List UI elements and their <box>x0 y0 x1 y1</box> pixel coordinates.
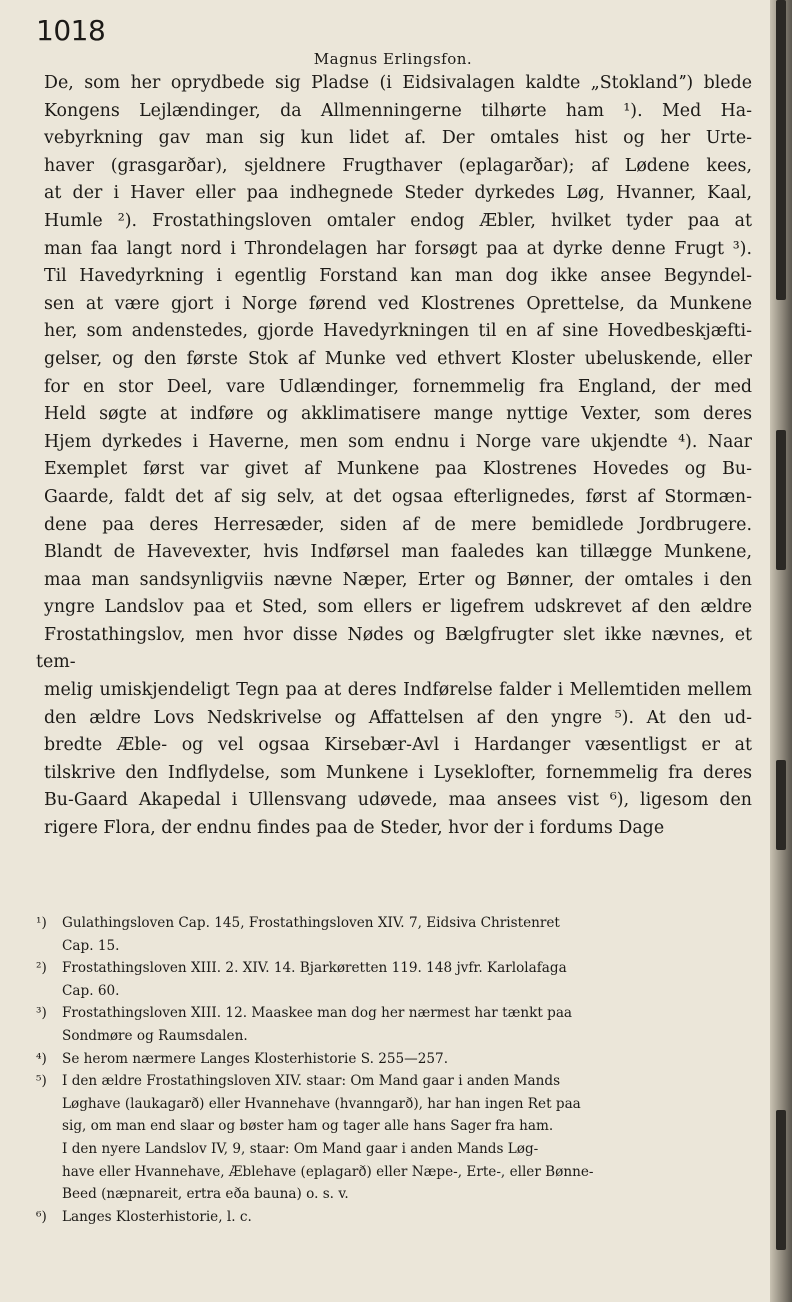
footnote-number: ¹) <box>36 915 47 931</box>
footnotes <box>36 912 752 1228</box>
footnote-number: ³) <box>36 1005 47 1022</box>
text-line: dene paa deres Herresæder, siden af de mere bemidlede Jordbrugere. <box>44 514 752 535</box>
footnote-text <box>62 1070 752 1206</box>
text-line: her, som andenstedes, gjorde Havedyrkningen til en af sine Hovedbeskjæfti- <box>44 321 752 342</box>
footnote <box>36 1002 752 1047</box>
text-line: man faa langt nord i Throndelagen har forsøgt paa at dyrke denne Frugt ³). <box>44 238 752 259</box>
body-paragraph <box>36 70 752 843</box>
text-line: maa man sandsynligviis nævne Næper, Erter og Bønner, der omtales i den <box>44 569 752 590</box>
page-number: 1018 <box>36 14 106 47</box>
text-line: tilskrive den Indflydelse, som Munkene i Lyseklofter, fornemmelig fra deres <box>44 762 752 783</box>
text-line: Blandt de Havevexter, hvis Indførsel man faaledes kan tillægge Munkene, <box>44 542 752 563</box>
spine-shadow <box>776 1110 786 1250</box>
spine-shadow <box>776 430 786 570</box>
footnote-number: ²) <box>36 960 47 977</box>
text-line: vebyrkning gav man sig kun lidet af. Der omtales hist og her Urte- <box>44 128 752 149</box>
text-line: Kongens Lejlændinger, da Allmenningerne tilhørte ham ¹). Med Ha- <box>44 100 752 121</box>
running-head: Magnus Erlingsfon. <box>313 50 473 68</box>
text-line: sen at være gjort i Norge førend ved Klostrenes Oprettelse, da Munkene <box>44 293 752 314</box>
text-line: bredte Æble- og vel ogsaa Kirsebær-Avl i Hardanger væsentligst er at <box>44 735 752 756</box>
text-line: gelser, og den første Stok af Munke ved ethvert Kloster ubeluskende, eller <box>44 348 752 369</box>
footnote-line: Langes Klosterhistorie, l. c. <box>62 1208 252 1225</box>
footnote-line: Gulathingsloven Cap. 145, Frostathingsloven XIV. 7, Eidsiva Christenret <box>62 915 560 931</box>
body-text <box>36 70 752 843</box>
text-line: at der i Haver eller paa indhegnede Steder dyrkedes Løg, Hvanner, Kaal, <box>44 183 752 204</box>
footnote-text <box>62 1048 752 1071</box>
footnote-line: sig, om man end slaar og bøster ham og tager alle hans Sager fra ham. <box>62 1118 554 1135</box>
text-line: Bu-Gaard Akapedal i Ullensvang udøvede, maa ansees vist ⁶), ligesom den <box>44 790 752 811</box>
footnote-line: have eller Hvannehave, Æblehave (eplagarð) eller Næpe-, Erte-, eller Bønne- <box>62 1163 594 1180</box>
footnote <box>36 1206 752 1229</box>
text-line: haver (grasgarðar), sjeldnere Frugthaver (eplagarðar); af Lødene kees, <box>44 155 752 176</box>
text-line: rigere Flora, der endnu findes paa de Steder, hvor der i fordums Dage <box>44 818 665 839</box>
text-line: melig umiskjendeligt Tegn paa at deres Indførelse falder i Mellemtiden mellem <box>44 680 752 701</box>
footnote-text <box>62 912 752 957</box>
text-line: den ældre Lovs Nedskrivelse og Affattelsen af den yngre ⁵). At den ud- <box>44 707 752 728</box>
footnote-line: Se herom nærmere Langes Klosterhistorie S. 255—257. <box>62 1050 449 1067</box>
page-header <box>36 14 750 74</box>
footnote-line: Løghave (laukagarð) eller Hvannehave (hvanngarð), har han ingen Ret paa <box>62 1095 581 1112</box>
footnote-line: Frostathingsloven XIII. 2. XIV. 14. Bjarkøretten 119. 148 jvfr. Karlolafaga <box>62 960 567 977</box>
footnote <box>36 1048 752 1071</box>
footnote <box>36 957 752 1002</box>
footnote-text <box>62 957 752 1002</box>
footnote-text <box>62 1002 752 1047</box>
footnote-text <box>62 1206 752 1229</box>
footnote-line: Beed (næpnareit, ertra eða bauna) o. s. v. <box>62 1186 349 1203</box>
footnote-number: ⁴) <box>36 1050 47 1067</box>
footnote-number: ⁶) <box>36 1208 47 1225</box>
footnote-line: Frostathingsloven XIII. 12. Maaskee man dog her nærmest har tænkt paa <box>62 1005 573 1022</box>
footnote <box>36 912 752 957</box>
text-line: Exemplet først var givet af Munkene paa Klostrenes Hovedes og Bu- <box>44 459 752 480</box>
footnote-number: ⁵) <box>36 1073 47 1090</box>
text-line: Hjem dyrkedes i Haverne, men som endnu i Norge vare ukjendte ⁴). Naar <box>44 431 752 452</box>
text-line: Frostathingslov, men hvor disse Nødes og Bælgfrugter slet ikke nævnes, et tem- <box>36 624 752 673</box>
text-line: Gaarde, faldt det af sig selv, at det ogsaa efterlignedes, først af Stormæn- <box>44 486 752 507</box>
text-line: Humle ²). Frostathingsloven omtaler endog Æbler, hvilket tyder paa at <box>44 210 752 231</box>
book-spine <box>770 0 792 1302</box>
footnote-line: Cap. 15. <box>62 937 120 954</box>
footnote-line: I den ældre Frostathingsloven XIV. staar: Om Mand gaar i anden Mands <box>62 1073 561 1090</box>
footnote-line: Sondmøre og Raumsdalen. <box>62 1027 248 1044</box>
footnote-line: I den nyere Landslov IV, 9, staar: Om Mand gaar i anden Mands Løg- <box>62 1140 539 1157</box>
spine-shadow <box>776 0 786 300</box>
spine-shadow <box>776 760 786 850</box>
text-line: Til Havedyrkning i egentlig Forstand kan man dog ikke ansee Begyndel- <box>44 266 752 287</box>
footnote <box>36 1070 752 1206</box>
text-line: De, som her oprydbede sig Pladse (i Eidsivalagen kaldte „Stoklandˮ) blede <box>44 73 752 93</box>
text-line: yngre Landslov paa et Sted, som ellers er ligefrem udskrevet af den ældre <box>44 597 752 618</box>
footnote-line: Cap. 60. <box>62 982 120 999</box>
text-line: Held søgte at indføre og akklimatisere mange nyttige Vexter, som deres <box>44 404 752 425</box>
text-line: for en stor Deel, vare Udlændinger, fornemmelig fra England, der med <box>44 376 752 397</box>
